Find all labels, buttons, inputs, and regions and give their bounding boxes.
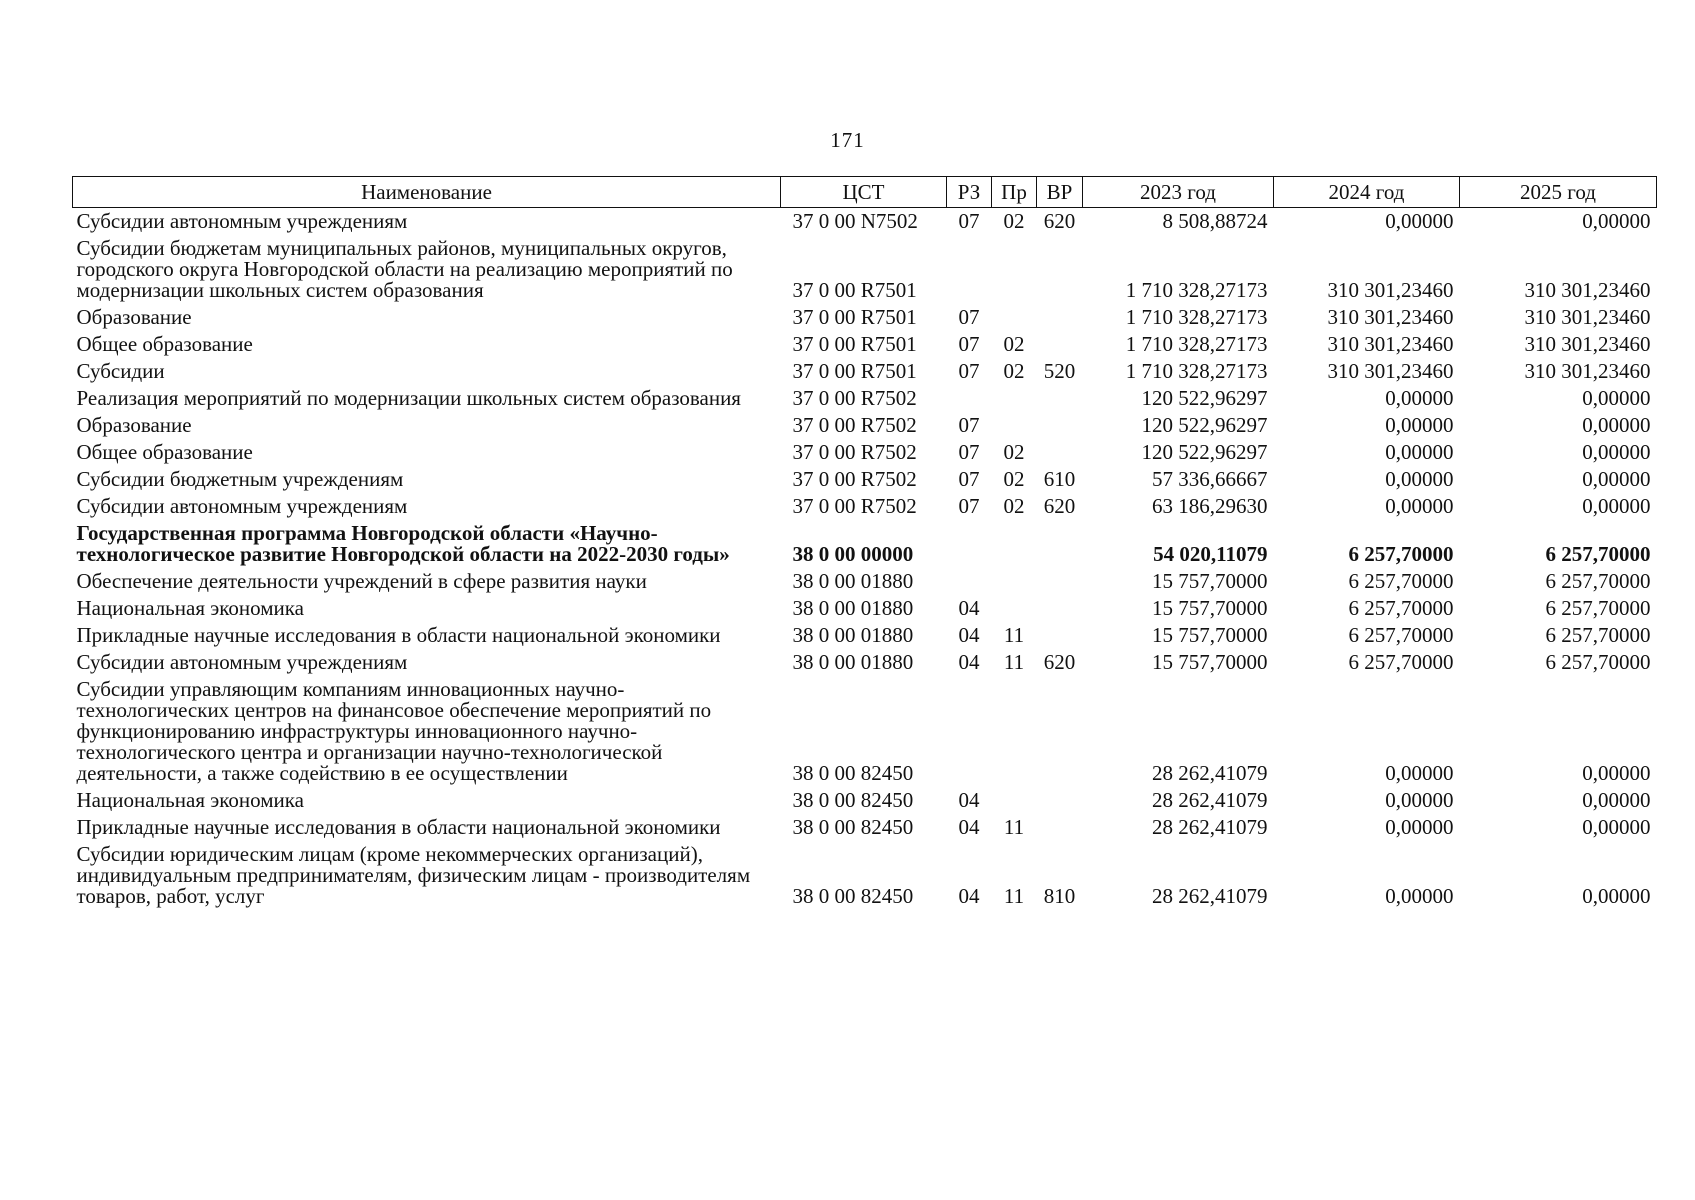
cell-rz bbox=[947, 568, 992, 595]
cell-rz bbox=[947, 520, 992, 568]
cell-vr bbox=[1037, 412, 1083, 439]
cell-pr bbox=[992, 412, 1037, 439]
table-row bbox=[73, 235, 1657, 304]
cell-pr: 02 bbox=[1003, 209, 1025, 233]
cell-rz bbox=[947, 676, 992, 787]
cell-name: Субсидии автономным учреждениям bbox=[76, 494, 408, 518]
cell-2024: 6 257,70000 bbox=[1348, 650, 1454, 674]
cell-2024: 0,00000 bbox=[1385, 494, 1454, 518]
cell-2023: 57 336,66667 bbox=[1152, 467, 1268, 491]
table-row bbox=[73, 595, 1657, 622]
cell-2024: 310 301,23460 bbox=[1327, 278, 1454, 302]
cell-vr: 810 bbox=[1043, 884, 1076, 908]
cell-cst: 37 0 00 R7502 bbox=[792, 440, 917, 464]
cell-cst: 37 0 00 R7501 bbox=[792, 359, 917, 383]
cell-cst: 38 0 00 01880 bbox=[792, 596, 914, 620]
cell-2025: 310 301,23460 bbox=[1524, 305, 1651, 329]
cell-vr bbox=[1037, 676, 1083, 787]
cell-2024: 0,00000 bbox=[1385, 884, 1454, 908]
table-header bbox=[73, 177, 1657, 208]
cell-2023: 15 757,70000 bbox=[1152, 596, 1268, 620]
cell-name: Обеспечение деятельности учреждений в сфере развития науки bbox=[76, 569, 647, 593]
header-row bbox=[73, 177, 1657, 208]
cell-rz: 07 bbox=[958, 440, 980, 464]
cell-name: Субсидии юридическим лицам (кроме некоммерческих организаций), индивидуальным предпринимателям, физическим лицам - производителям товаров, работ, услуг bbox=[76, 842, 751, 908]
cell-pr: 02 bbox=[1003, 359, 1025, 383]
cell-cst: 37 0 00 R7502 bbox=[792, 413, 917, 437]
cell-name: Реализация мероприятий по модернизации школьных систем образования bbox=[76, 386, 741, 410]
cell-2023: 63 186,29630 bbox=[1152, 494, 1268, 518]
cell-name: Прикладные научные исследования в области национальной экономики bbox=[76, 623, 721, 647]
cell-2024: 310 301,23460 bbox=[1327, 332, 1454, 356]
table-row bbox=[73, 412, 1657, 439]
cell-2024: 0,00000 bbox=[1385, 761, 1454, 785]
cell-rz: 04 bbox=[958, 623, 980, 647]
cell-vr: 620 bbox=[1043, 650, 1076, 674]
cell-2025: 0,00000 bbox=[1582, 815, 1651, 839]
cell-vr bbox=[1037, 385, 1083, 412]
cell-pr: 02 bbox=[1003, 494, 1025, 518]
cell-rz bbox=[947, 235, 992, 304]
cell-cst: 37 0 00 R7502 bbox=[792, 494, 917, 518]
cell-cst: 38 0 00 00000 bbox=[792, 542, 914, 566]
cell-rz: 04 bbox=[958, 596, 980, 620]
cell-2024: 0,00000 bbox=[1385, 467, 1454, 491]
cell-vr bbox=[1037, 622, 1083, 649]
cell-cst: 37 0 00 R7501 bbox=[792, 278, 917, 302]
cell-2025: 6 257,70000 bbox=[1545, 569, 1651, 593]
cell-vr bbox=[1037, 787, 1083, 814]
header-rz: РЗ bbox=[947, 177, 992, 208]
cell-name: Субсидии автономным учреждениям bbox=[76, 650, 408, 674]
cell-name: Образование bbox=[76, 413, 192, 437]
cell-2024: 6 257,70000 bbox=[1348, 623, 1454, 647]
table-row bbox=[73, 841, 1657, 910]
cell-rz: 07 bbox=[958, 413, 980, 437]
cell-2025: 0,00000 bbox=[1582, 788, 1651, 812]
header-2023: 2023 год bbox=[1083, 177, 1274, 208]
cell-2023: 120 522,96297 bbox=[1141, 386, 1268, 410]
cell-rz: 04 bbox=[958, 650, 980, 674]
cell-vr bbox=[1037, 568, 1083, 595]
cell-cst: 38 0 00 01880 bbox=[792, 623, 914, 647]
header-2025: 2025 год bbox=[1460, 177, 1657, 208]
cell-pr bbox=[992, 385, 1037, 412]
cell-cst: 37 0 00 R7501 bbox=[792, 332, 917, 356]
cell-2025: 0,00000 bbox=[1582, 440, 1651, 464]
cell-2025: 6 257,70000 bbox=[1545, 623, 1651, 647]
table-row bbox=[73, 208, 1657, 236]
table-row bbox=[73, 814, 1657, 841]
cell-name: Субсидии автономным учреждениям bbox=[76, 209, 408, 233]
cell-pr bbox=[992, 235, 1037, 304]
cell-rz bbox=[947, 385, 992, 412]
cell-2024: 0,00000 bbox=[1385, 209, 1454, 233]
cell-name: Образование bbox=[76, 305, 192, 329]
cell-cst: 38 0 00 82450 bbox=[792, 761, 914, 785]
cell-name: Субсидии bbox=[76, 359, 165, 383]
table-row bbox=[73, 649, 1657, 676]
table-row bbox=[73, 385, 1657, 412]
cell-2024: 0,00000 bbox=[1385, 413, 1454, 437]
cell-2025: 0,00000 bbox=[1582, 209, 1651, 233]
cell-vr bbox=[1037, 595, 1083, 622]
cell-2025: 0,00000 bbox=[1582, 494, 1651, 518]
cell-vr: 620 bbox=[1043, 494, 1076, 518]
cell-2023: 15 757,70000 bbox=[1152, 569, 1268, 593]
table-body bbox=[73, 208, 1657, 911]
cell-vr bbox=[1037, 520, 1083, 568]
cell-2025: 0,00000 bbox=[1582, 761, 1651, 785]
cell-vr: 610 bbox=[1043, 467, 1076, 491]
cell-2024: 0,00000 bbox=[1385, 440, 1454, 464]
cell-2023: 15 757,70000 bbox=[1152, 650, 1268, 674]
cell-2025: 310 301,23460 bbox=[1524, 359, 1651, 383]
table-row bbox=[73, 676, 1657, 787]
cell-vr bbox=[1037, 331, 1083, 358]
cell-vr bbox=[1037, 439, 1083, 466]
cell-2025: 6 257,70000 bbox=[1545, 542, 1651, 566]
cell-pr bbox=[992, 595, 1037, 622]
table-row bbox=[73, 466, 1657, 493]
cell-cst: 38 0 00 82450 bbox=[792, 884, 914, 908]
cell-2023: 1 710 328,27173 bbox=[1125, 332, 1268, 356]
table-row bbox=[73, 568, 1657, 595]
cell-name: Общее образование bbox=[76, 440, 253, 464]
cell-2023: 54 020,11079 bbox=[1153, 542, 1268, 566]
cell-rz: 07 bbox=[958, 305, 980, 329]
budget-table bbox=[72, 176, 1657, 910]
header-cst: ЦСТ bbox=[781, 177, 947, 208]
cell-rz: 07 bbox=[958, 494, 980, 518]
cell-2023: 28 262,41079 bbox=[1152, 884, 1268, 908]
cell-pr: 11 bbox=[1003, 815, 1025, 839]
cell-name: Национальная экономика bbox=[76, 596, 304, 620]
cell-2025: 310 301,23460 bbox=[1524, 332, 1651, 356]
cell-pr: 11 bbox=[1003, 884, 1025, 908]
cell-2025: 310 301,23460 bbox=[1524, 278, 1651, 302]
table-row bbox=[73, 439, 1657, 466]
cell-2024: 0,00000 bbox=[1385, 386, 1454, 410]
cell-name: Субсидии бюджетам муниципальных районов, муниципальных округов, городского округа Новгородской области на реализацию мероприятий по модернизации школьных систем образования bbox=[76, 236, 733, 302]
cell-2024: 310 301,23460 bbox=[1327, 305, 1454, 329]
header-2024: 2024 год bbox=[1274, 177, 1460, 208]
cell-2025: 6 257,70000 bbox=[1545, 596, 1651, 620]
cell-2024: 6 257,70000 bbox=[1348, 542, 1454, 566]
cell-pr: 11 bbox=[1003, 650, 1025, 674]
cell-vr bbox=[1037, 304, 1083, 331]
cell-2023: 28 262,41079 bbox=[1152, 761, 1268, 785]
cell-name: Прикладные научные исследования в области национальной экономики bbox=[76, 815, 721, 839]
cell-pr: 02 bbox=[1003, 440, 1025, 464]
cell-2025: 6 257,70000 bbox=[1545, 650, 1651, 674]
cell-cst: 37 0 00 R7502 bbox=[792, 386, 917, 410]
cell-cst: 38 0 00 01880 bbox=[792, 650, 914, 674]
cell-name: Государственная программа Новгородской области «Научно-технологическое развитие Новгородской области на 2022-2030 годы» bbox=[76, 521, 730, 566]
cell-rz: 04 bbox=[958, 815, 980, 839]
cell-pr bbox=[992, 568, 1037, 595]
header-vr: ВР bbox=[1037, 177, 1083, 208]
cell-cst: 37 0 00 R7502 bbox=[792, 467, 917, 491]
page-number: 171 bbox=[830, 128, 865, 152]
table-row bbox=[73, 358, 1657, 385]
cell-2023: 28 262,41079 bbox=[1152, 815, 1268, 839]
cell-2023: 1 710 328,27173 bbox=[1125, 359, 1268, 383]
table-row bbox=[73, 304, 1657, 331]
cell-name: Общее образование bbox=[76, 332, 253, 356]
cell-2025: 0,00000 bbox=[1582, 413, 1651, 437]
table-row bbox=[73, 520, 1657, 568]
cell-rz: 04 bbox=[958, 788, 980, 812]
cell-name: Субсидии управляющим компаниям инновационных научно-технологических центров на финансовое обеспечение мероприятий по функционированию инфраструктуры инновационного научно-технологического центра и организации научно-технологической деятельности, а также содействию в ее осуществлении bbox=[76, 677, 712, 785]
cell-2024: 6 257,70000 bbox=[1348, 596, 1454, 620]
cell-name: Национальная экономика bbox=[76, 788, 304, 812]
cell-2025: 0,00000 bbox=[1582, 467, 1651, 491]
cell-rz: 07 bbox=[958, 359, 980, 383]
cell-2024: 310 301,23460 bbox=[1327, 359, 1454, 383]
cell-cst: 38 0 00 82450 bbox=[792, 815, 914, 839]
cell-rz: 07 bbox=[958, 467, 980, 491]
table-row bbox=[73, 493, 1657, 520]
cell-2023: 1 710 328,27173 bbox=[1125, 305, 1268, 329]
cell-2023: 8 508,88724 bbox=[1162, 209, 1268, 233]
cell-pr bbox=[992, 787, 1037, 814]
cell-rz: 07 bbox=[958, 332, 980, 356]
cell-2023: 15 757,70000 bbox=[1152, 623, 1268, 647]
cell-pr bbox=[992, 520, 1037, 568]
cell-vr bbox=[1037, 235, 1083, 304]
cell-2023: 1 710 328,27173 bbox=[1125, 278, 1268, 302]
header-pr: Пр bbox=[992, 177, 1037, 208]
cell-vr: 520 bbox=[1043, 359, 1076, 383]
cell-2023: 120 522,96297 bbox=[1141, 440, 1268, 464]
cell-vr bbox=[1037, 814, 1083, 841]
cell-2024: 0,00000 bbox=[1385, 815, 1454, 839]
cell-name: Субсидии бюджетным учреждениям bbox=[76, 467, 404, 491]
cell-pr: 02 bbox=[1003, 332, 1025, 356]
cell-cst: 37 0 00 N7502 bbox=[792, 209, 918, 233]
cell-rz: 07 bbox=[958, 209, 980, 233]
cell-2023: 28 262,41079 bbox=[1152, 788, 1268, 812]
cell-2024: 6 257,70000 bbox=[1348, 569, 1454, 593]
cell-cst: 38 0 00 82450 bbox=[792, 788, 914, 812]
table-row bbox=[73, 331, 1657, 358]
cell-pr: 11 bbox=[1003, 623, 1025, 647]
cell-2024: 0,00000 bbox=[1385, 788, 1454, 812]
cell-2025: 0,00000 bbox=[1582, 884, 1651, 908]
cell-2025: 0,00000 bbox=[1582, 386, 1651, 410]
cell-pr: 02 bbox=[1003, 467, 1025, 491]
cell-pr bbox=[992, 676, 1037, 787]
cell-pr bbox=[992, 304, 1037, 331]
cell-vr: 620 bbox=[1043, 209, 1076, 233]
cell-cst: 37 0 00 R7501 bbox=[792, 305, 917, 329]
table-row bbox=[73, 622, 1657, 649]
table-row bbox=[73, 787, 1657, 814]
cell-rz: 04 bbox=[958, 884, 980, 908]
cell-cst: 38 0 00 01880 bbox=[792, 569, 914, 593]
cell-2023: 120 522,96297 bbox=[1141, 413, 1268, 437]
header-name: Наименование bbox=[73, 177, 781, 208]
